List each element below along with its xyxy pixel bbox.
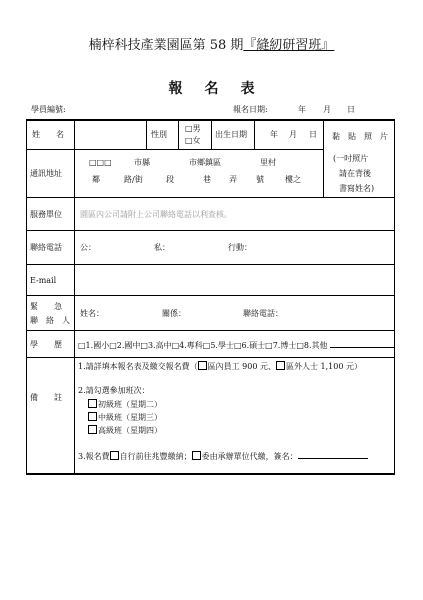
student-number-label: 學員編號: [31,105,66,114]
work-unit-label: 服務單位 [30,210,62,219]
phone-office: 公： [80,243,96,252]
address-city: 市縣 [134,158,150,167]
photo-note-2: 請在背後 [339,169,371,178]
photo-note-3: 書寫姓名) [339,184,375,193]
class-intermediate[interactable]: 中級班（星期三） [88,412,162,423]
notes-label: 備 註 [30,393,62,402]
note-payment: 3.報名費 自行前往兆豐繳納； 委由承辦單位代繳，簽名： [78,450,368,462]
address-label: 通訊地址 [30,169,62,178]
address-neighbor: 鄰 [92,175,100,184]
gender-label: 性別 [151,130,167,139]
photo-note-1: (一吋照片 [333,154,369,163]
emergency-relation: 關係： [162,309,186,318]
class-advanced-checkbox[interactable] [88,425,97,434]
course-name: 『縫紉研習班』 [243,38,335,53]
education-options[interactable]: □1.國小□2.國中□3.高中□4.專科□5.學士□6.碩士□7.博士□8.其他 [78,339,394,351]
gender-male-checkbox[interactable]: □男 [185,124,201,133]
pay-agent-checkbox[interactable] [192,451,201,460]
phone-home: 私： [154,243,170,252]
name-label: 姓 名 [32,130,64,139]
address-number: 號 [256,175,264,184]
birth-date-label: 出生日期 [215,130,247,139]
emergency-label-1: 緊 急 [30,302,62,311]
class-beginner[interactable]: 初級班（星期二） [88,399,162,410]
apply-date-month: 月 [323,105,331,114]
address-floor: 樓之 [285,175,301,184]
address-zip: □□□ [89,158,112,167]
phone-label: 聯絡電話 [30,243,62,252]
emergency-phone: 聯絡電話： [243,309,283,318]
class-beginner-checkbox[interactable] [88,399,97,408]
course-title [0,34,423,53]
apply-date-year: 年 [298,105,306,114]
education-label: 學 歷 [30,340,62,349]
birth-month: 月 [289,130,297,139]
fee-outside-checkbox[interactable] [276,361,285,370]
birth-year: 年 [270,130,278,139]
emergency-label-2: 聯 絡 人 [30,316,70,325]
address-section: 段 [166,175,174,184]
note-fee: 1.請詳填本報名表及繳交報名費（ 區內員工 900 元、 區外人士 1,100 元） [78,362,362,371]
emergency-name: 姓名： [80,309,104,318]
photo-label: 黏 貼 照 片 [332,132,388,141]
apply-date-label: 報名日期: [233,105,268,114]
note-class-select: 2.請勾選參加班次： [78,386,150,395]
course-title-text: 楠梓科技產業園區第 58 期 [88,38,244,53]
address-alley: 弄 [229,175,237,184]
fee-inside-checkbox[interactable] [198,361,207,370]
address-village: 里村 [260,158,276,167]
phone-mobile: 行動： [228,243,252,252]
address-road: 路/街 [124,175,143,184]
class-intermediate-checkbox[interactable] [88,412,97,421]
gender-female-checkbox[interactable]: □女 [185,136,201,145]
signature-line[interactable] [298,450,368,459]
form-title: 報名表 [168,81,277,97]
address-town: 市鄉鎮區 [189,158,221,167]
address-lane: 巷 [203,175,211,184]
birth-day: 日 [309,130,317,139]
class-advanced[interactable]: 高級班（星期四） [88,425,162,436]
pay-self-checkbox[interactable] [110,451,119,460]
work-unit-hint: 園區內公司請附上公司聯絡電話以利查核。 [80,210,232,219]
apply-date-day: 日 [347,105,355,114]
email-label: E-mail [30,276,57,285]
